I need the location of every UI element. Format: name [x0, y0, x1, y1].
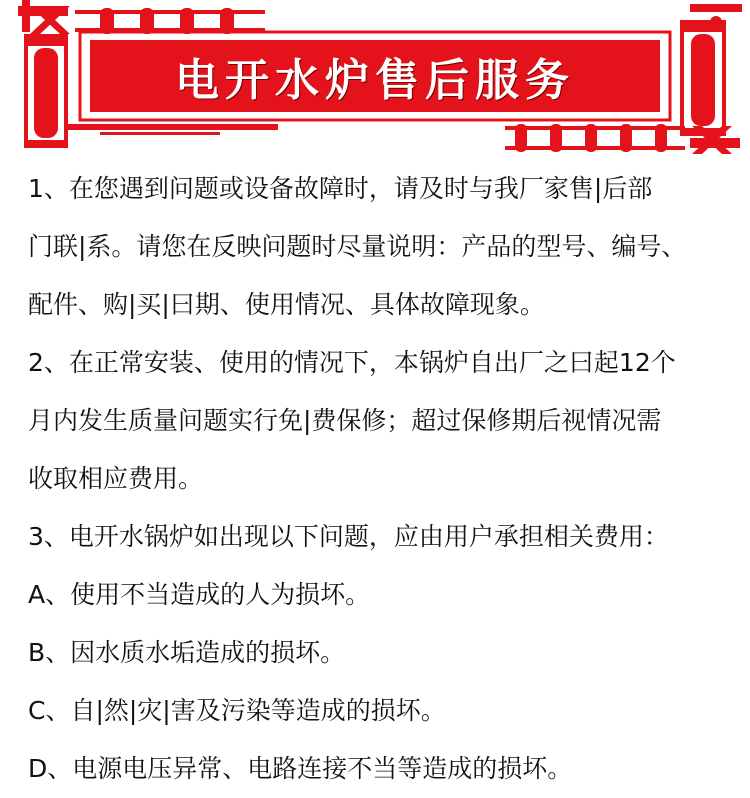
corner-ornament-top-left — [18, 0, 70, 34]
text-line: 3、电开水锅炉如出现以下问题，应由用户承担相关费用： — [28, 522, 669, 551]
text-line: 2、在正常安装、使用的情况下，本锅炉自出厂之曰起12个 — [28, 348, 676, 377]
text-line: 门联|系。请您在反映问题时尽量说明：产品的型号、编号、 — [28, 232, 687, 261]
text-line: 1、在您遇到问题或设备故障时，请及时与我厂家售|后部 — [28, 174, 653, 203]
text-line: B、因水质水垢造成的损坏。 — [28, 638, 346, 667]
page-title: 电开水炉售后服务 — [175, 55, 575, 106]
text-line: D、电源电压异常、电路连接不当等造成的损坏。 — [28, 754, 573, 783]
text-line: 收取相应费用。 — [28, 464, 204, 493]
bottom-left-ornament — [68, 124, 278, 135]
service-terms — [28, 160, 740, 798]
text-line: 配件、购|买|曰期、使用情况、具体故障现象。 — [28, 290, 545, 319]
text-line: C、自|然|灾|害及污染等造成的损坏。 — [28, 696, 446, 725]
text-line: A、使用不当造成的人为损坏。 — [28, 580, 371, 609]
bottom-rail — [505, 124, 685, 152]
top-rail — [75, 8, 265, 34]
right-column — [680, 20, 726, 136]
header-banner — [0, 0, 750, 160]
text-line: 月内发生质量问题实行免|费保修；超过保修期后视情况需 — [28, 406, 662, 435]
left-column — [24, 34, 68, 148]
